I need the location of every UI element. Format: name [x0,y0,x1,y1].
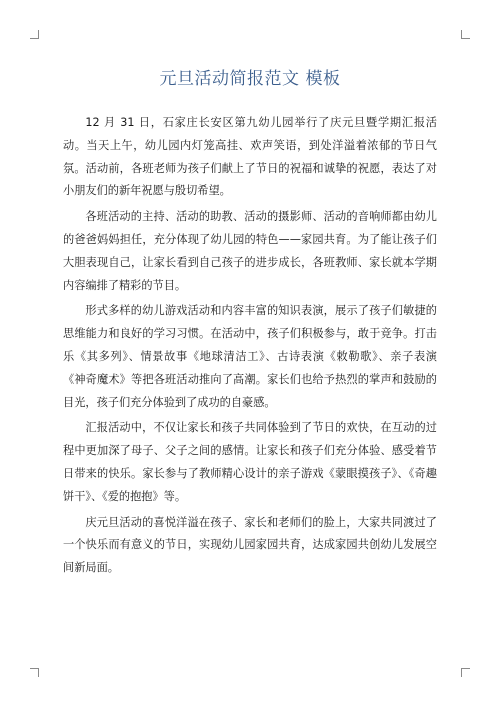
paragraph-1: 12 月 31 日，石家庄长安区第九幼儿园举行了庆元旦暨学期汇报活动。当天上午，幼儿园内灯笼高挂、欢声笑语，到处洋溢着浓郁的节日气氛。活动前，各班老师为孩子们献上了节日的祝福和诚挚的祝愿，表达了对小朋友们的新年祝愿与殷切希望。 [63,116,437,198]
page-corner-mark-top-left [30,30,39,39]
document-body [63,112,437,583]
paragraph-3: 形式多样的幼儿游戏活动和内容丰富的知识表演，展示了孩子们敏捷的思维能力和良好的学习习惯。在活动中，孩子们积极参与，敢于竞争。打击乐《其多列》、情景故事《地球清洁工》、古诗表演《敕勒歌》、亲子表演《神奇魔术》等把各班活动推向了高潮。家长们也给予热烈的掌声和鼓励的目光，孩子们充分体验到了成功的自豪感。 [63,304,437,409]
paragraph-4: 汇报活动中，不仅让家长和孩子共同体验到了节日的欢快，在互动的过程中更加深了母子、父子之间的感情。让家长和孩子们充分体验、感受着节日带来的快乐。家长参与了教师精心设计的亲子游戏《蒙眼摸孩子》、《奇趣饼干》、《爱的抱抱》等。 [63,421,437,503]
page-corner-mark-bottom-left [30,668,39,677]
page-corner-mark-bottom-right [461,668,470,677]
paragraph-2: 各班活动的主持、活动的助教、活动的摄影师、活动的音响师都由幼儿的爸爸妈妈担任，充分体现了幼儿园的特色——家园共育。为了能让孩子们大胆表现自己，让家长看到自己孩子的进步成长，各班教师、家长就本学期内容编排了精彩的节目。 [63,210,437,292]
paragraph-5: 庆元旦活动的喜悦洋溢在孩子、家长和老师们的脸上，大家共同渡过了一个快乐而有意义的节日，实现幼儿园家园共育，达成家园共创幼儿发展空间新局面。 [63,515,437,575]
page-corner-mark-top-right [461,30,470,39]
document-title: 元旦活动简报范文 模板 [159,69,341,89]
